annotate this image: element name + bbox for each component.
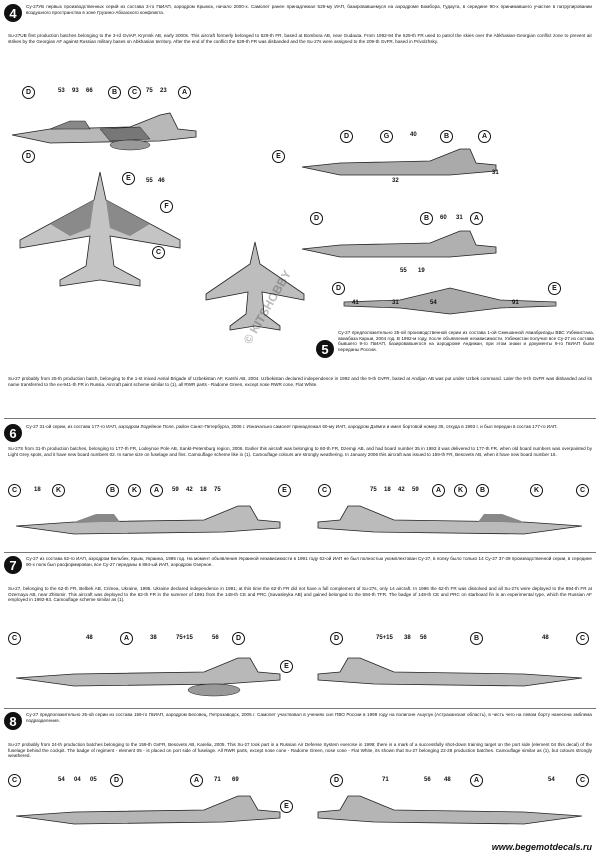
callout-C: C <box>576 484 589 497</box>
callout-B: B <box>108 86 121 99</box>
divider <box>4 708 596 709</box>
section-number-8: 8 <box>4 712 22 730</box>
section-4-text-ru: Су-27УБ первых производственных серий из состава 3-го ГвИАП, аэродром Крымск, начало 2000-х. Самолет ранее принадлежал 529-му ИАП, базировавшемуся на аэродроме Бомбора, Гудаута, в середине 90-х принимавшего участие в патрулировании воздушного пространства в зоне Грузино-Абхазского конфликта. <box>26 4 592 15</box>
section-5-text-en: Su-27 probably from 25-th production batch, belonging to the 1-st mixed Aerial Brigade of Uzbekistan AF, Karshi AB, 2004. Uzbekistan declared independence in 1992 and the 9-th GvFR, based at Andijan AB was put under Uzbek command. Later the 9-th GvFR was disbanded and its name transferred to the ex-941-th FR in Russia. Aircraft paint scheme similar to (1), all RWR parts - Radome Green, except nose RWR cone, Flat White. <box>8 376 592 387</box>
board-number-53: 53 <box>58 88 65 94</box>
board-number-55: 55 <box>400 268 407 274</box>
section-6-text-ru: Су-27 31-ой серии, из состава 177-го ИАП, аэродром Лодейное Поле, район Санкт-Петербурга, 2006 г. Изначально самолет принадлежал 60-му ИАП, аэродром Дзёмги и имел бортовой номер 35, откуда в 1993 г. и был передан в состав 177-го ИАП. <box>26 424 558 429</box>
aircraft-side-view-8a <box>14 790 284 836</box>
callout-D: D <box>110 774 123 787</box>
callout-A: A <box>470 774 483 787</box>
callout-A: A <box>178 86 191 99</box>
callout-B: B <box>470 632 483 645</box>
callout-K: K <box>530 484 543 497</box>
board-number-75-15: 75+15 <box>176 635 193 641</box>
callout-K: K <box>52 484 65 497</box>
board-number-31: 31 <box>456 215 463 221</box>
callout-D: D <box>310 212 323 225</box>
board-number-56: 56 <box>424 777 431 783</box>
callout-A: A <box>190 774 203 787</box>
aircraft-side-view-4a <box>10 105 200 160</box>
callout-F: F <box>160 200 173 213</box>
board-number-75: 75 <box>370 487 377 493</box>
callout-C: C <box>8 632 21 645</box>
divider <box>4 552 596 553</box>
callout-A: A <box>432 484 445 497</box>
callout-D: D <box>22 86 35 99</box>
aircraft-side-view-4c <box>300 225 500 270</box>
callout-A: A <box>150 484 163 497</box>
board-number-59: 59 <box>172 487 179 493</box>
section-4-text-en: Su-27UB first production batches belonging to the 3-rd GvIAP, Krymsk AB, early 2000s. This aircraft formerly belonged to 529-th FR, based at Bombora AB, near Gudauta. From 1992-94 the 529-th FR used to patrol the skies over the Abkhasian-Georgian conflict zone to prevent air strikes by the Georgian AF against Russian military bases on Abkhasian territory. After the end of the conflict the 529-th FR was disbanded and the Su-27s were assigned to the 209-th GvFR, based in Privolzhsky. <box>8 33 592 44</box>
aircraft-side-view-6a <box>14 500 284 548</box>
section-7-text-ru: Су-27 из состава 62-го ИАП, аэродром Бельбек, Крым, Украина, 1995 год. На момент объявления Украиной независимости в 1991 году 62-ой ИАП не был полностью укомплектован Су-27, в полку было только 14 Су-27 37-39 производственной серии, в середине 90-х полк был расформирован, все Су-27 переданы в 894-ый ИАП, аэродром Озерное. <box>26 556 592 567</box>
callout-E: E <box>280 800 293 813</box>
board-number-66: 66 <box>86 88 93 94</box>
board-number-75-15: 75+15 <box>376 635 393 641</box>
callout-D: D <box>340 130 353 143</box>
board-number-55: 55 <box>146 178 153 184</box>
board-number-18: 18 <box>200 487 207 493</box>
aircraft-side-view-8b <box>314 790 584 836</box>
board-number-40: 40 <box>410 132 417 138</box>
board-number-38: 38 <box>404 635 411 641</box>
board-number-54: 54 <box>430 300 437 306</box>
board-number-48: 48 <box>86 635 93 641</box>
board-number-71: 71 <box>382 777 389 783</box>
callout-E: E <box>272 150 285 163</box>
callout-E: E <box>122 172 135 185</box>
aircraft-side-view-4b <box>300 145 500 185</box>
board-number-60: 60 <box>440 215 447 221</box>
callout-B: B <box>476 484 489 497</box>
callout-E: E <box>280 660 293 673</box>
callout-E: E <box>548 282 561 295</box>
board-number-23: 23 <box>160 88 167 94</box>
section-number-6: 6 <box>4 424 22 442</box>
watermark: © KITSHOBBY <box>240 267 295 347</box>
board-number-56: 56 <box>420 635 427 641</box>
section-number-5: 5 <box>316 340 334 358</box>
callout-C: C <box>8 774 21 787</box>
board-number-56: 56 <box>212 635 219 641</box>
board-number-75: 75 <box>146 88 153 94</box>
callout-C: C <box>576 632 589 645</box>
board-number-41: 41 <box>352 300 359 306</box>
callout-D: D <box>332 282 345 295</box>
board-number-71: 71 <box>214 777 221 783</box>
section-8-text-en: Su-27 probably from 24-th production batches belonging to the 159-th GvFR, Besovets AB, Karelia, 2005. This Su-27 took part in a Russian Air Defense System exercise in 1999; there is a mark of a successfully shot-down training target on the port side (element 04 this decal) of the fuselage behind the cockpit. The badge of regiment - element 05 - is placed on port side of fuselage. All RWR parts, except nose cone - Radome Green, nose cone - Flat White, its shown that Su-27 belonging 22-28 production batches. Camouflage similar as (1), but colours strongly weathered. <box>8 742 592 759</box>
footer-url: www.begemotdecals.ru <box>491 842 592 852</box>
callout-B: B <box>440 130 453 143</box>
section-5-text-ru: Су-27 предположительно 25-ой производственной серии из состава 1-ой Смешанной Авиабригады ВВС Узбекистана, авиабаза Карши, 2004 год. В 1992-м году, после объявления независимости, Узбекистан получил все Су-27 из состава бывшего 9-го ГвИАП, базировавшегося на аэродроме Андижан, при этом знаки и документы 9-го ГвИАП были переданы России. <box>338 330 594 352</box>
board-number-05: 05 <box>90 777 97 783</box>
callout-A: A <box>120 632 133 645</box>
board-number-31: 31 <box>492 170 499 176</box>
aircraft-top-view-4 <box>10 170 190 290</box>
board-number-18: 18 <box>34 487 41 493</box>
board-number-31: 31 <box>392 300 399 306</box>
board-number-48: 48 <box>542 635 549 641</box>
callout-C: C <box>152 246 165 259</box>
board-number-46: 46 <box>158 178 165 184</box>
callout-C: C <box>8 484 21 497</box>
board-number-38: 38 <box>150 635 157 641</box>
callout-C: C <box>318 484 331 497</box>
section-7-text-en: Su-27, belonging to the 62-th FR, Belbek AB, Crimea, Ukraine, 1995. Ukraine declared independence in 1991; at this time the 62-th FR did not have a full complement of Su-27s, only 14 aircraft. In 1996 the 62-th FR was dissolved and all Su-27s were deployed to the 894-th FR at Ozernaya AB, near Zhitomir. This aircraft was deployed to the 62-th FR in the summer of 1991 from the 148-th CE and PRC (Savasleyka AB) and gained belonged to the 594-th TFR. The badge of 148-th CE and PRC on starboard fin is an experimental type, which the Russian AF employed in 1992-93. Camouflage scheme similar as (1). <box>8 586 592 603</box>
board-number-75: 75 <box>214 487 221 493</box>
board-number-54: 54 <box>58 777 65 783</box>
board-number-59: 59 <box>412 487 419 493</box>
callout-D: D <box>232 632 245 645</box>
board-number-54: 54 <box>548 777 555 783</box>
board-number-48: 48 <box>444 777 451 783</box>
callout-C: C <box>576 774 589 787</box>
board-number-18: 18 <box>384 487 391 493</box>
board-number-69: 69 <box>232 777 239 783</box>
board-number-93: 93 <box>72 88 79 94</box>
aircraft-front-view-4 <box>340 280 560 320</box>
board-number-42: 42 <box>398 487 405 493</box>
aircraft-side-view-7a <box>14 650 284 700</box>
callout-A: A <box>478 130 491 143</box>
board-number-91: 91 <box>512 300 519 306</box>
callout-A: A <box>470 212 483 225</box>
board-number-04: 04 <box>74 777 81 783</box>
section-number-4: 4 <box>4 4 22 22</box>
callout-C: C <box>128 86 141 99</box>
callout-D: D <box>22 150 35 163</box>
callout-K: K <box>128 484 141 497</box>
divider <box>4 418 596 419</box>
section-8-text-ru: Су-27 предположительно 25-ой серии из состава 159-го ГвИАП, аэродром Бесовец, Петрозаводск, 2005 г. Самолет участвовал в учениях сил ПВО России в 1999 году на полигоне Ашулук (Астраханская область), в честь чего на левом борту нанесена эмблема подразделения. <box>26 712 592 723</box>
callout-B: B <box>420 212 433 225</box>
board-number-19: 19 <box>418 268 425 274</box>
callout-B: B <box>106 484 119 497</box>
callout-D: D <box>330 632 343 645</box>
aircraft-side-view-6b <box>314 500 584 548</box>
callout-K: K <box>454 484 467 497</box>
section-6-text-en: Su-27S from 31-th production batches, belonging to 177-th FR, Lodeynoe Pole AB, Sankt-Petersburg region, 2006. Earlier this aircraft was belonging to 60-th FR, Dzemgi AB, and had board number 35 in 1993 it was delivered to 177-th FR, when old board numbers was overpainted by Light Grey spots, and it have new board numbers 02. In same size on fuselage and fins. Camouflage scheme like in (1). Camouflage colours are strongly weathering. In January 2006 this aircraft was issued to 159-th FR, Besovets AB, when it have new board number 16. <box>8 446 592 457</box>
board-number-32: 32 <box>392 178 399 184</box>
callout-D: D <box>330 774 343 787</box>
callout-E: E <box>278 484 291 497</box>
section-number-7: 7 <box>4 556 22 574</box>
board-number-42: 42 <box>186 487 193 493</box>
callout-G: G <box>380 130 393 143</box>
aircraft-side-view-7b <box>314 650 584 700</box>
